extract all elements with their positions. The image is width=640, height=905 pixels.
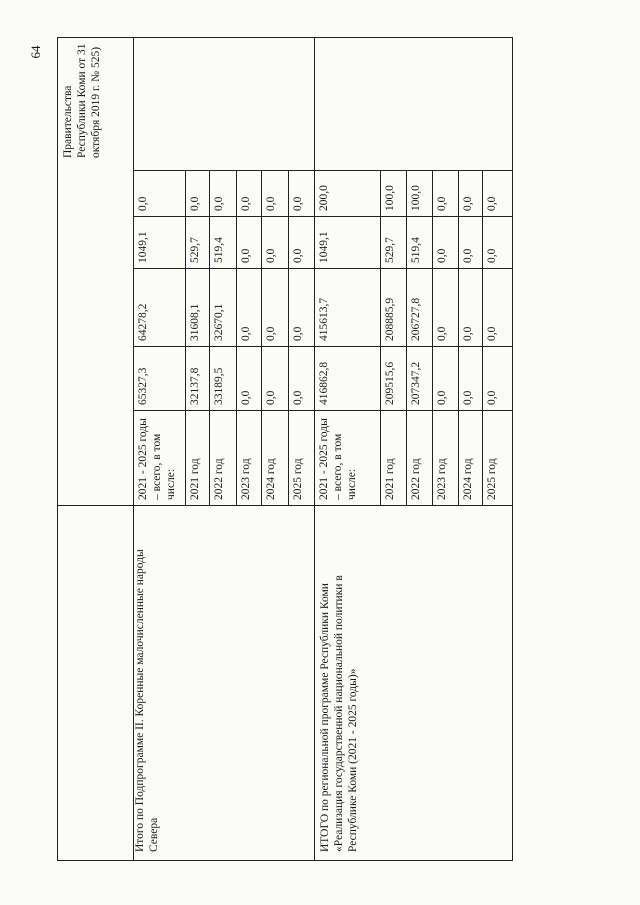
program-value2-0: 415613,7: [318, 297, 330, 341]
subprogram-value2-2: 32670,1: [213, 303, 225, 341]
subprogram-value2-1: 31608,1: [189, 303, 201, 341]
program-value2-4: 0,0: [462, 326, 474, 341]
subprogram-value4-5: 0,0: [292, 196, 304, 211]
program-value2-5: 0,0: [486, 326, 498, 341]
program-title: ИТОГО по региональной программе Республики Коми «Реализация государственной национальной политики в Республике Коми (2021 - 2025 годы)»: [319, 575, 359, 852]
program-value2-2: 206727,8: [410, 297, 422, 341]
subprogram-period-0: 2021 - 2025 годы – всего, в том числе:: [137, 418, 177, 500]
column-rule-3: [133, 346, 512, 347]
subprogram-value3-3: 0,0: [240, 248, 252, 263]
program-value4-2: 100,0: [410, 185, 422, 211]
subprogram-value4-3: 0,0: [240, 196, 252, 211]
program-value3-2: 519,4: [410, 237, 422, 263]
program-period-0: 2021 - 2025 годы – всего, в том числе:: [318, 418, 358, 500]
program-value3-5: 0,0: [486, 248, 498, 263]
program-row-rule-3: [458, 170, 459, 505]
subprogram-value1-0: 65327,3: [137, 367, 149, 405]
subprogram-value2-0: 64278,2: [137, 303, 149, 341]
program-period-5: 2025 год: [486, 458, 498, 500]
program-value3-0: 1049,1: [318, 231, 330, 263]
subprogram-row-rule-3: [261, 170, 262, 505]
subprogram-title: Итого по Подпрограмме II. Коренные малочисленные народы Севера: [134, 549, 160, 852]
subprogram-period-5: 2025 год: [292, 458, 304, 500]
subprogram-value3-5: 0,0: [292, 248, 304, 263]
subprogram-row-rule-4: [288, 170, 289, 505]
program-value2-1: 208885,9: [384, 297, 396, 341]
table-border-right: [512, 37, 513, 861]
header-column-rule: [57, 505, 133, 506]
subprogram-value3-2: 519,4: [213, 237, 225, 263]
subprogram-value1-3: 0,0: [240, 390, 252, 405]
program-value3-3: 0,0: [436, 248, 448, 263]
program-value1-2: 207347,2: [410, 361, 422, 405]
column-rule-1: [133, 216, 512, 217]
subprogram-value4-4: 0,0: [265, 196, 277, 211]
program-row-rule-2: [432, 170, 433, 505]
subprogram-value2-3: 0,0: [240, 326, 252, 341]
program-row-rule-0: [380, 170, 381, 505]
program-value4-0: 200,0: [318, 185, 330, 211]
subprogram-row-rule-0: [185, 170, 186, 505]
subprogram-value3-4: 0,0: [265, 248, 277, 263]
program-value1-5: 0,0: [486, 390, 498, 405]
subprogram-value4-0: 0,0: [137, 196, 149, 211]
subprogram-period-4: 2024 год: [265, 458, 277, 500]
table-border-top: [57, 37, 512, 38]
column-rule-0: [133, 170, 512, 171]
program-row-rule-1: [406, 170, 407, 505]
program-value1-3: 0,0: [436, 390, 448, 405]
program-value1-0: 416862,8: [318, 361, 330, 405]
subprogram-row-rule-1: [209, 170, 210, 505]
subprogram-value1-2: 33189,5: [213, 367, 225, 405]
subprogram-value3-0: 1049,1: [137, 231, 149, 263]
table-border-bottom: [57, 860, 512, 861]
subprogram-value2-4: 0,0: [265, 326, 277, 341]
program-value4-1: 100,0: [384, 185, 396, 211]
column-rule-5: [133, 505, 512, 506]
subprogram-period-1: 2021 год: [189, 458, 201, 500]
program-value2-3: 0,0: [436, 326, 448, 341]
table-border-left: [57, 37, 58, 860]
subprogram-value1-4: 0,0: [265, 390, 277, 405]
program-period-2: 2022 год: [410, 458, 422, 500]
annotation-text: Правительства Республики Коми от 31 октября 2019 г. № 525): [62, 43, 102, 158]
subprogram-row-rule-2: [236, 170, 237, 505]
program-value1-1: 209515,6: [384, 361, 396, 405]
program-value3-1: 529,7: [384, 237, 396, 263]
page-number: 64: [28, 45, 43, 59]
subprogram-value2-5: 0,0: [292, 326, 304, 341]
section-divider: [314, 37, 315, 860]
program-value3-4: 0,0: [462, 248, 474, 263]
program-row-rule-4: [482, 170, 483, 505]
subprogram-value1-1: 32137,8: [189, 367, 201, 405]
subprogram-value4-2: 0,0: [213, 196, 225, 211]
program-period-1: 2021 год: [384, 458, 396, 500]
subprogram-period-3: 2023 год: [240, 458, 252, 500]
program-value4-5: 0,0: [486, 196, 498, 211]
program-period-3: 2023 год: [436, 458, 448, 500]
subprogram-period-2: 2022 год: [213, 458, 225, 500]
subprogram-value4-1: 0,0: [189, 196, 201, 211]
column-rule-4: [133, 410, 512, 411]
column-rule-2: [133, 268, 512, 269]
program-period-4: 2024 год: [462, 458, 474, 500]
subprogram-value3-1: 529,7: [189, 237, 201, 263]
program-value4-4: 0,0: [462, 196, 474, 211]
program-value1-4: 0,0: [462, 390, 474, 405]
program-value4-3: 0,0: [436, 196, 448, 211]
subprogram-value1-5: 0,0: [292, 390, 304, 405]
